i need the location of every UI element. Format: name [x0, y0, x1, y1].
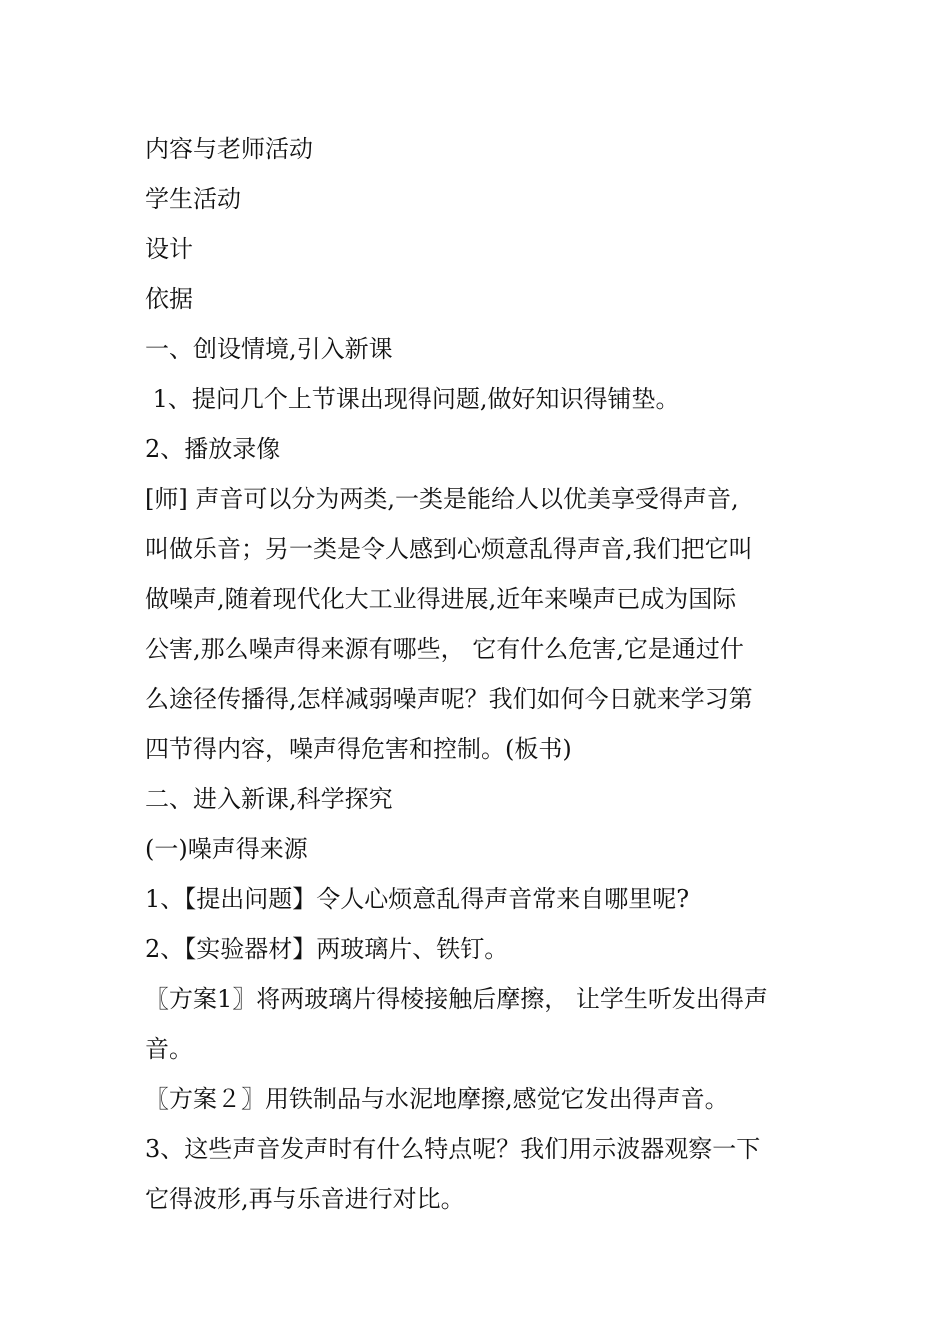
paragraph-line: [师] 声音可以分为两类,一类是能给人以优美享受得声音,: [145, 485, 739, 513]
subsection-heading: (一)噪声得来源: [145, 835, 308, 863]
list-item: 1、提问几个上节课出现得问题,做好知识得铺垫。: [145, 385, 680, 413]
table-header-basis: 依据: [145, 285, 193, 313]
question3-paragraph: [145, 1124, 805, 1224]
paragraph-line: 它得波形,再与乐音进行对比。: [145, 1185, 465, 1213]
paragraph-line: 公害,那么噪声得来源有哪些， 它有什么危害,它是通过什: [145, 635, 744, 663]
paragraph-line: 3、这些声音发声时有什么特点呢？我们用示波器观察一下: [145, 1135, 761, 1163]
list-item: 2、【实验器材】两玻璃片、铁钉。: [145, 935, 509, 963]
section-heading: 一、创设情境,引入新课: [145, 335, 393, 363]
table-header-design: 设计: [145, 235, 193, 263]
document-body: [145, 124, 805, 1224]
table-header-student: 学生活动: [145, 185, 241, 213]
table-header-content: 内容与老师活动: [145, 135, 313, 163]
teacher-paragraph: [145, 474, 805, 774]
plan2-paragraph: 〖方案２〗用铁制品与水泥地摩擦,感觉它发出得声音。: [145, 1085, 729, 1113]
paragraph-line: 音。: [145, 1035, 193, 1063]
list-item: 1、【提出问题】令人心烦意乱得声音常来自哪里呢?: [145, 885, 690, 913]
paragraph-line: 四节得内容，噪声得危害和控制。(板书): [145, 735, 572, 763]
plan1-paragraph: [145, 974, 805, 1074]
section-heading: 二、进入新课,科学探究: [145, 785, 393, 813]
paragraph-line: 做噪声,随着现代化大工业得进展,近年来噪声已成为国际: [145, 585, 737, 613]
paragraph-line: 〖方案1〗将两玻璃片得棱接触后摩擦， 让学生听发出得声: [145, 985, 768, 1013]
list-item: 2、播放录像: [145, 435, 281, 463]
paragraph-line: 叫做乐音；另一类是令人感到心烦意乱得声音,我们把它叫: [145, 535, 753, 563]
paragraph-line: 么途径传播得,怎样减弱噪声呢？我们如何今日就来学习第: [145, 685, 753, 713]
